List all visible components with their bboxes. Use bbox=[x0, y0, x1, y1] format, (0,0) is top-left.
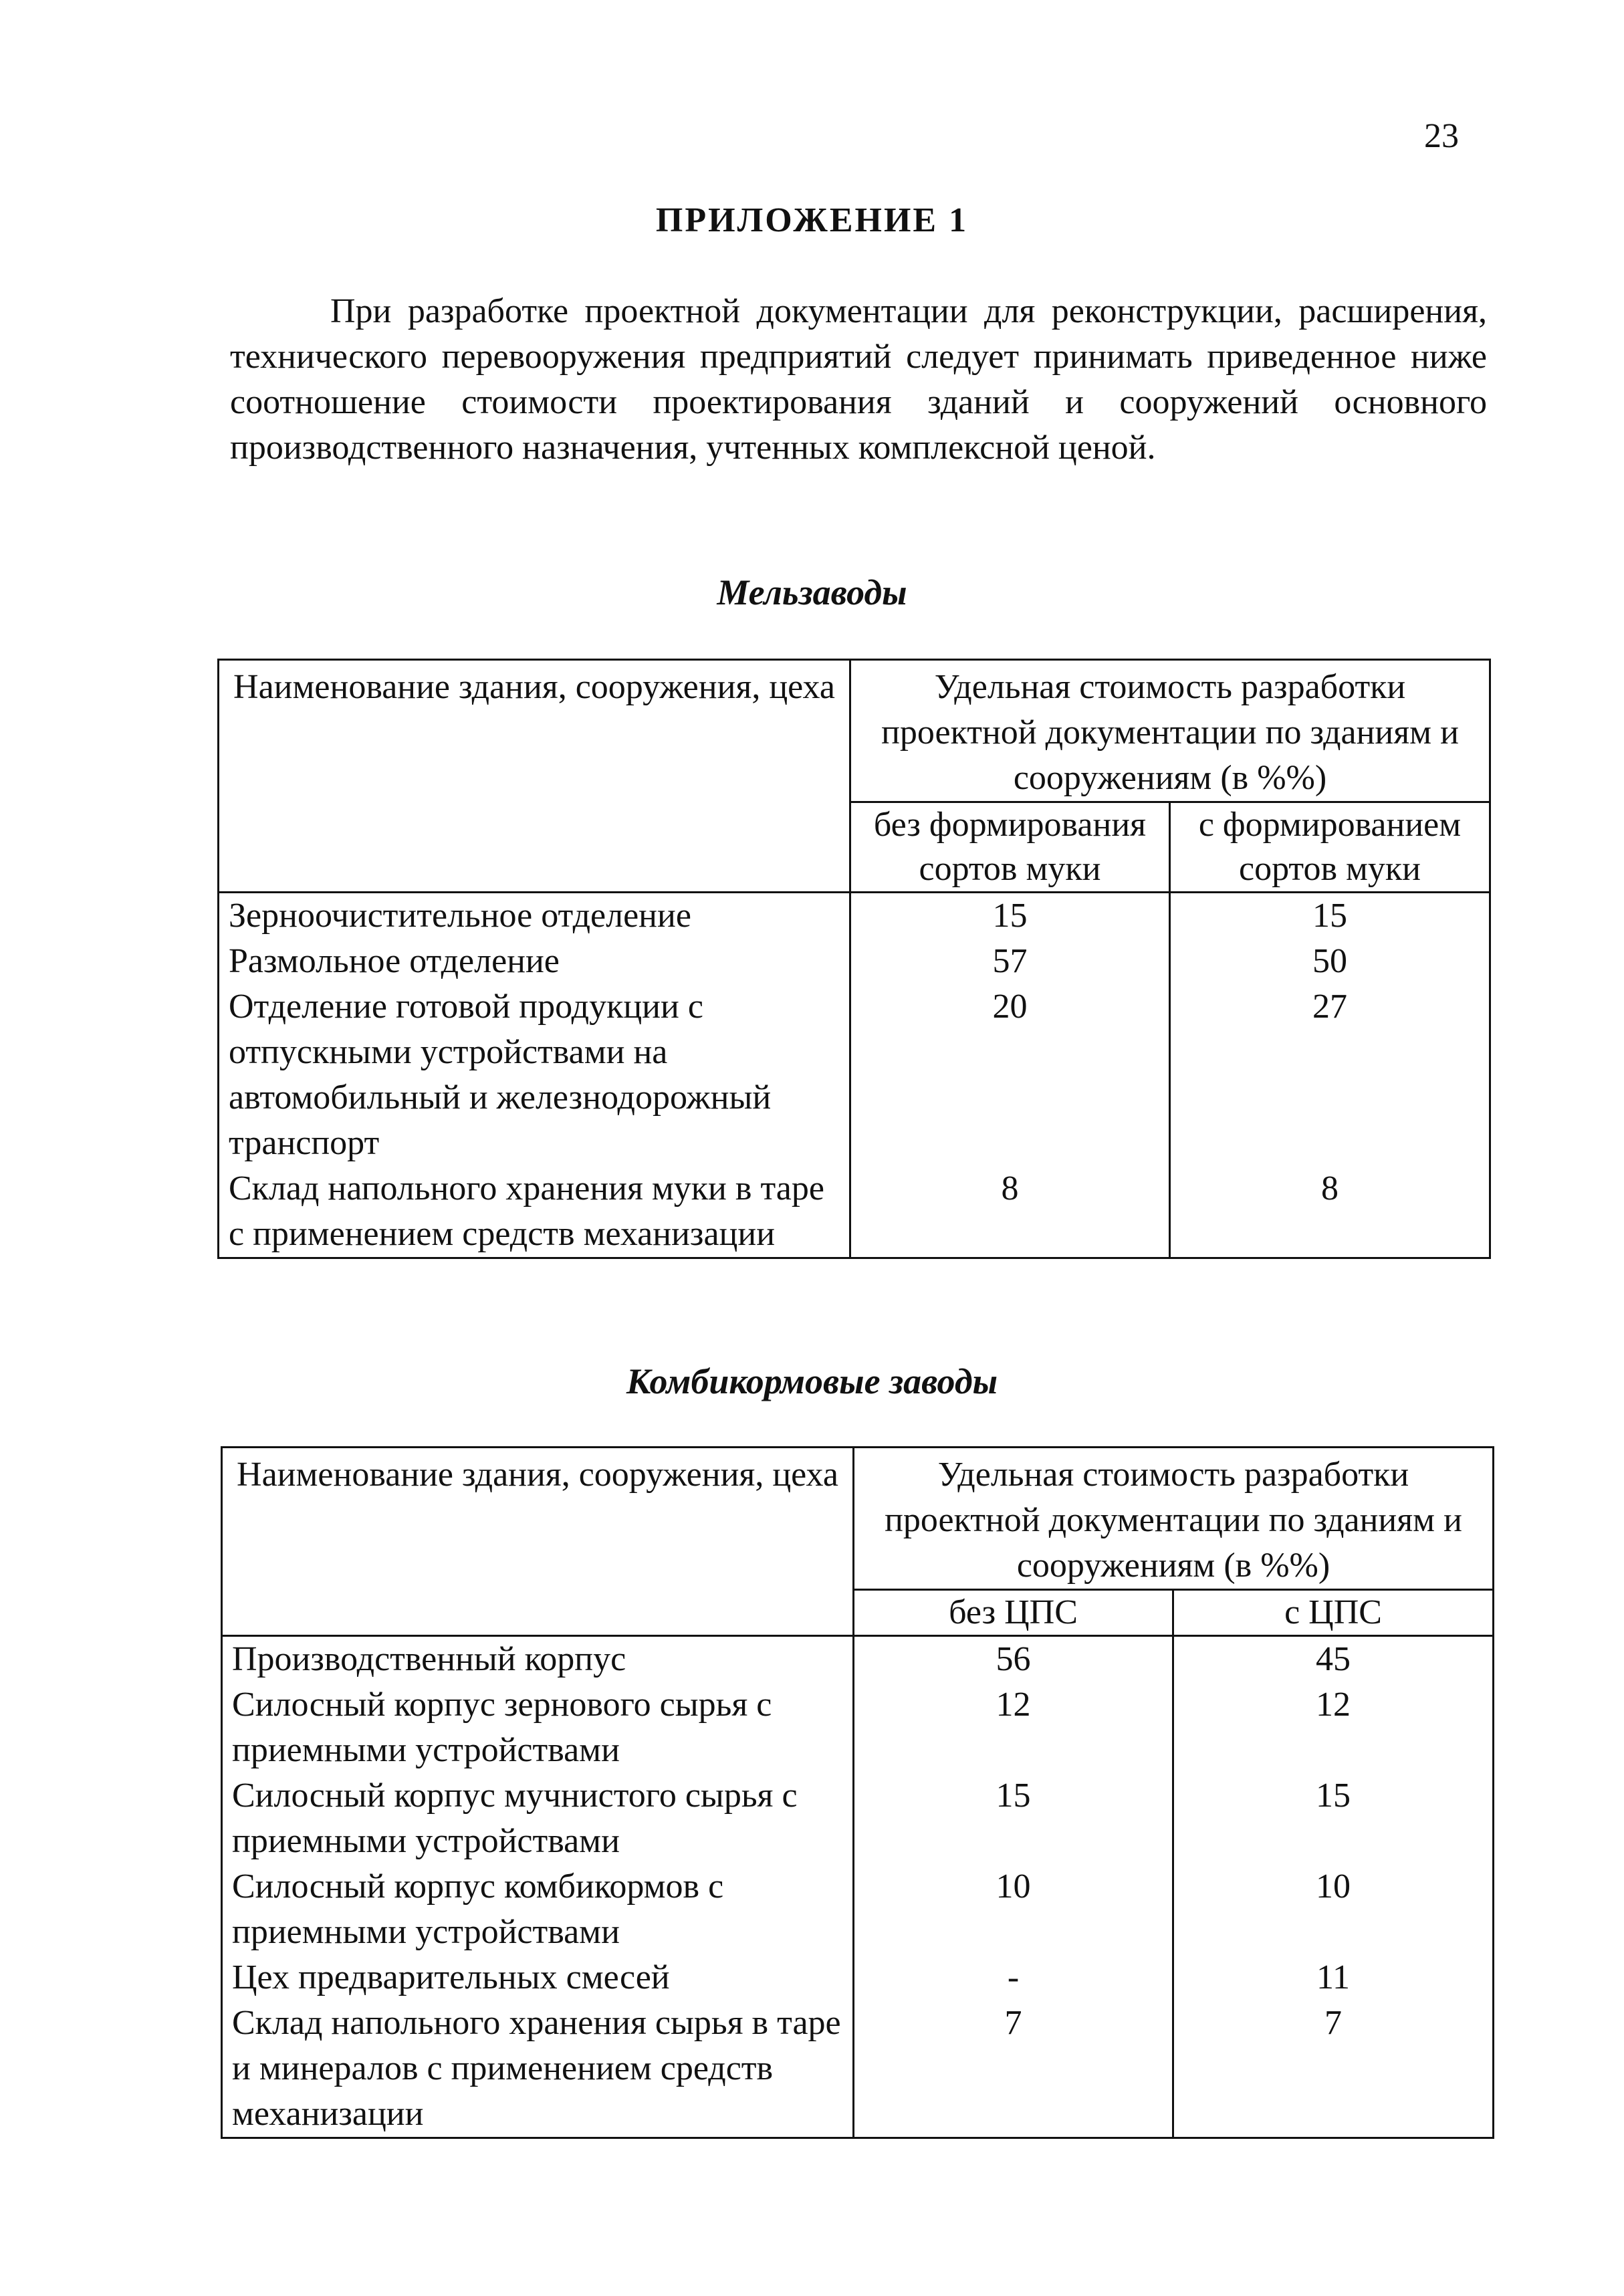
table2-col2-header: с ЦПС bbox=[1173, 1590, 1494, 1636]
row-value-2: 7 bbox=[1173, 2000, 1494, 2138]
table1-header-row bbox=[219, 660, 1490, 802]
row-value-1: 57 bbox=[850, 939, 1170, 984]
table-row bbox=[222, 1773, 1494, 1864]
row-value-2: 8 bbox=[1170, 1166, 1490, 1258]
table-row bbox=[222, 2000, 1494, 2138]
table-row bbox=[219, 1166, 1490, 1258]
table2-header-row bbox=[222, 1448, 1494, 1590]
row-value-1: 15 bbox=[854, 1773, 1173, 1864]
page-number: 23 bbox=[1424, 117, 1459, 155]
row-value-1: 56 bbox=[854, 1636, 1173, 1683]
table1-header-name: Наименование здания, сооружения, цеха bbox=[219, 660, 850, 893]
appendix-title: ПРИЛОЖЕНИЕ 1 bbox=[655, 201, 969, 239]
table1-col1-header: без формирования сортов муки bbox=[850, 802, 1170, 893]
row-value-1: 8 bbox=[850, 1166, 1170, 1258]
table2-header-name: Наименование здания, сооружения, цеха bbox=[222, 1448, 854, 1636]
row-name: Размольное отделение bbox=[219, 939, 850, 984]
row-value-2: 15 bbox=[1170, 893, 1490, 939]
row-name: Цех предварительных смесей bbox=[222, 1955, 854, 2000]
row-name: Зерноочистительное отделение bbox=[219, 893, 850, 939]
row-value-1: 7 bbox=[854, 2000, 1173, 2138]
row-name: Силосный корпус зернового сырья с приемными устройствами bbox=[222, 1682, 854, 1773]
row-value-1: 12 bbox=[854, 1682, 1173, 1773]
table1-title: Мельзаводы bbox=[717, 572, 907, 612]
row-value-2: 45 bbox=[1173, 1636, 1494, 1683]
row-name: Отделение готовой продукции с отпускными устройствами на автомобильный и железнодорожный транспорт bbox=[219, 984, 850, 1166]
table-row bbox=[222, 1955, 1494, 2000]
row-value-1: 15 bbox=[850, 893, 1170, 939]
row-value-2: 27 bbox=[1170, 984, 1490, 1166]
row-name: Склад напольного хранения муки в таре с применением средств механизации bbox=[219, 1166, 850, 1258]
table-row bbox=[219, 893, 1490, 939]
table-row bbox=[222, 1864, 1494, 1955]
table-melzavody bbox=[217, 659, 1491, 1259]
table2-col1-header: без ЦПС bbox=[854, 1590, 1173, 1636]
table-row bbox=[219, 939, 1490, 984]
row-value-1: 10 bbox=[854, 1864, 1173, 1955]
row-value-1: 20 bbox=[850, 984, 1170, 1166]
row-name: Склад напольного хранения сырья в таре и минералов с применением средств механизации bbox=[222, 2000, 854, 2138]
table-row bbox=[222, 1682, 1494, 1773]
table2-header-cost: Удельная стоимость разработки проектной документации по зданиям и сооружениям (в %%) bbox=[854, 1448, 1494, 1590]
row-value-2: 10 bbox=[1173, 1864, 1494, 1955]
table-row bbox=[222, 1636, 1494, 1683]
row-name: Силосный корпус мучнистого сырья с приемными устройствами bbox=[222, 1773, 854, 1864]
row-name: Производственный корпус bbox=[222, 1636, 854, 1683]
row-value-1: - bbox=[854, 1955, 1173, 2000]
table2-title: Комбикормовые заводы bbox=[626, 1361, 998, 1401]
row-value-2: 50 bbox=[1170, 939, 1490, 984]
row-value-2: 15 bbox=[1173, 1773, 1494, 1864]
row-name: Силосный корпус комбикормов с приемными устройствами bbox=[222, 1864, 854, 1955]
row-value-2: 12 bbox=[1173, 1682, 1494, 1773]
table-row bbox=[219, 984, 1490, 1166]
table-kombikorm bbox=[221, 1446, 1494, 2139]
intro-paragraph: При разработке проектной документации для реконструкции, расширения, технического перевооружения предприятий следует принимать приведенное ниже соотношение стоимости проектирования зданий и сооружений основного производственного назначения, учтенных комплексной ценой. bbox=[230, 292, 1487, 467]
table1-header-cost: Удельная стоимость разработки проектной документации по зданиям и сооружениям (в %%) bbox=[850, 660, 1490, 802]
table1-col2-header: с формированием сортов муки bbox=[1170, 802, 1490, 893]
row-value-2: 11 bbox=[1173, 1955, 1494, 2000]
